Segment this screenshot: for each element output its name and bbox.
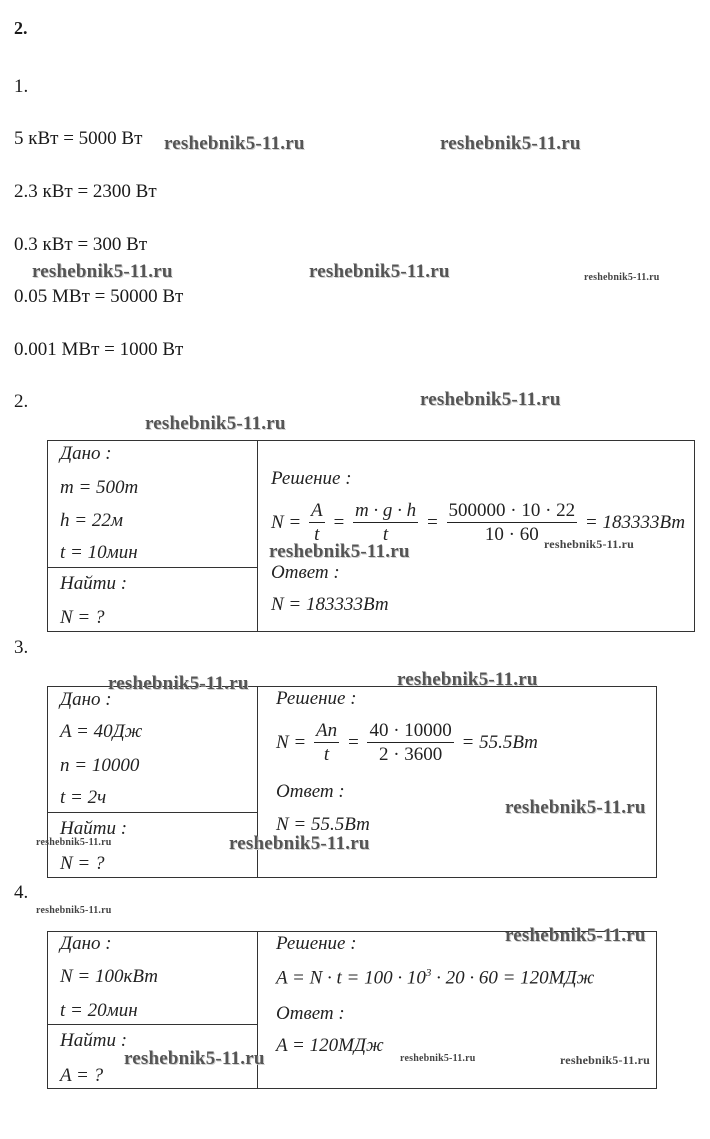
task-4-equation: $A = N \cdot t = 100 \cdot 10^3 \cdot 20 \cdot 60 = 120МДж$ — [276, 967, 595, 989]
task-2-answer-label: Ответ : — [271, 562, 340, 583]
task-4-number: 4. — [14, 882, 29, 903]
task-4-find-divider — [47, 1024, 257, 1025]
task-2-find-divider — [47, 567, 257, 568]
task-4-solution-label: Решение : — [276, 933, 357, 954]
task-4-given-time: t = 20мин — [60, 1000, 138, 1021]
task-3-find-value: N = ? — [60, 853, 105, 874]
watermark-small: reshebnik5-11.ru — [544, 537, 634, 551]
task-2-equation: N = $\frac{A}{t}$ = $\frac{m \cdot g \cdot h}{t}$ = $\frac{500000 \cdot 10 \cdot 22}{10 \cdot 60}$ = 183333Вт — [271, 500, 686, 545]
watermark-small: reshebnik5-11.ru — [36, 905, 112, 916]
task-4-answer-value: A = 120МДж — [276, 1035, 384, 1056]
task-2-solution-label: Решение : — [271, 468, 352, 489]
page-heading: 2. — [14, 18, 28, 38]
task-2-number: 2. — [14, 391, 29, 412]
conversion-line-4: 0.05 МВт = 50000 Вт — [14, 286, 184, 307]
conversion-line-3: 0.3 кВт = 300 Вт — [14, 234, 148, 255]
task-3-given-time: t = 2ч — [60, 787, 107, 808]
task-3-answer-label: Ответ : — [276, 781, 345, 802]
task-3-find-label: Найти : — [60, 818, 128, 839]
watermark-small: reshebnik5-11.ru — [400, 1053, 476, 1064]
watermark: reshebnik5-11.ru — [164, 133, 305, 154]
task-3-solution-label: Решение : — [276, 688, 357, 709]
task-2-given-time: t = 10мин — [60, 542, 138, 563]
conversion-line-2: 2.3 кВт = 2300 Вт — [14, 181, 157, 202]
watermark: reshebnik5-11.ru — [505, 797, 646, 818]
watermark: reshebnik5-11.ru — [269, 541, 410, 562]
task-2-given-height: h = 22м — [60, 510, 123, 531]
watermark: reshebnik5-11.ru — [124, 1048, 265, 1069]
task-4-find-label: Найти : — [60, 1030, 128, 1051]
task-2-given-mass: m = 500т — [60, 477, 139, 498]
task-4-answer-label: Ответ : — [276, 1003, 345, 1024]
watermark-small: reshebnik5-11.ru — [560, 1053, 650, 1067]
task-3-number: 3. — [14, 637, 29, 658]
watermark-small: reshebnik5-11.ru — [36, 837, 112, 848]
watermark: reshebnik5-11.ru — [505, 925, 646, 946]
task-2-answer-value: N = 183333Вт — [271, 594, 389, 615]
watermark: reshebnik5-11.ru — [420, 389, 561, 410]
task-2-find-label: Найти : — [60, 573, 128, 594]
task-3-equation: N = $\frac{An}{t}$ = $\frac{40 \cdot 10000}{2 \cdot 3600}$ = 55.5Вт — [276, 720, 538, 765]
conversion-line-1: 5 кВт = 5000 Вт — [14, 128, 143, 149]
conversion-line-5: 0.001 МВт = 1000 Вт — [14, 339, 184, 360]
watermark: reshebnik5-11.ru — [145, 413, 286, 434]
watermark: reshebnik5-11.ru — [397, 669, 538, 690]
task-3-given-label: Дано : — [60, 689, 112, 710]
task-2-find-value: N = ? — [60, 607, 105, 628]
task-2-divider — [257, 440, 258, 631]
task-4-given-label: Дано : — [60, 933, 112, 954]
section-1-number: 1. — [14, 76, 29, 97]
task-4-find-value: A = ? — [60, 1065, 104, 1086]
watermark: reshebnik5-11.ru — [440, 133, 581, 154]
watermark-small: reshebnik5-11.ru — [584, 272, 660, 283]
task-2-given-label: Дано : — [60, 443, 112, 464]
watermark: reshebnik5-11.ru — [229, 833, 370, 854]
task-4-given-power: N = 100кВт — [60, 966, 158, 987]
task-3-answer-value: N = 55.5Вт — [276, 814, 370, 835]
watermark: reshebnik5-11.ru — [32, 261, 173, 282]
task-3-given-work: A = 40Дж — [60, 721, 143, 742]
task-3-find-divider — [47, 812, 257, 813]
task-3-given-count: n = 10000 — [60, 755, 140, 776]
watermark: reshebnik5-11.ru — [309, 261, 450, 282]
watermark: reshebnik5-11.ru — [108, 673, 249, 694]
